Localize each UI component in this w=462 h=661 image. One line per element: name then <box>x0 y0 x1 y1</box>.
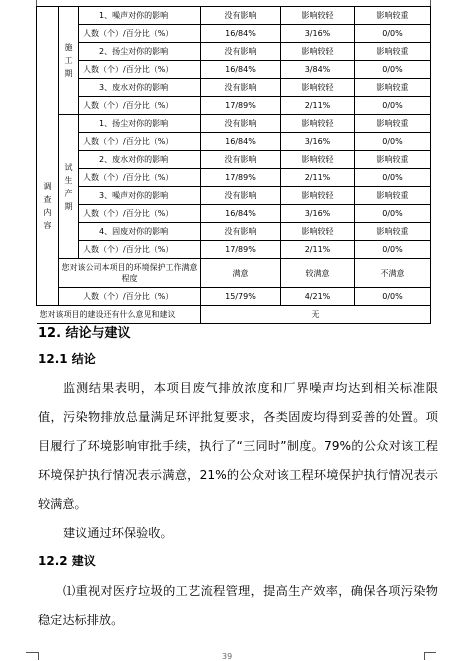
table-row <box>37 133 431 151</box>
question-cell: 2、废水对你的影响 <box>79 151 201 169</box>
question-cell: 人数（个）/百分比（%） <box>79 205 201 223</box>
answer-cell: 影响较轻 <box>281 151 355 169</box>
question-cell: 人数（个）/百分比（%） <box>79 25 201 43</box>
table-row <box>37 288 431 306</box>
answer-cell: 影响较重 <box>355 115 431 133</box>
answer-cell: 影响较重 <box>355 187 431 205</box>
subsection-heading-suggestions: 12.2 建议 <box>38 554 96 568</box>
answer-cell: 17/89% <box>201 169 281 187</box>
answer-cell: 没有影响 <box>201 151 281 169</box>
question-cell: 人数（个）/百分比（%） <box>79 97 201 115</box>
page-number: 39 <box>222 652 233 661</box>
answer-cell: 影响较轻 <box>281 79 355 97</box>
table-row <box>37 25 431 43</box>
suggestion-paragraph: ⑴重视对医疗垃圾的工艺流程管理，提高生产效率，确保各项污染物稳定达标排放。 <box>38 584 438 627</box>
answer-cell: 17/89% <box>201 241 281 259</box>
answer-cell: 2/11% <box>281 241 355 259</box>
answer-cell: 3/16% <box>281 25 355 43</box>
answer-cell: 没有影响 <box>201 79 281 97</box>
answer-cell: 16/84% <box>201 205 281 223</box>
question-cell: 3、噪声对你的影响 <box>79 187 201 205</box>
table-row <box>37 187 431 205</box>
satisfaction-count-label: 人数（个）/百分比（%） <box>59 288 201 306</box>
survey-content-label: 调 查 内 容 <box>37 7 59 306</box>
subsection-heading-conclusion: 12.1 结论 <box>38 352 96 366</box>
question-cell: 2、扬尘对你的影响 <box>79 43 201 61</box>
table-row <box>37 151 431 169</box>
answer-cell: 没有影响 <box>201 43 281 61</box>
recommendation-paragraph: 建议通过环保验收。 <box>63 526 173 540</box>
crop-mark-bottom-left-v <box>38 652 39 660</box>
question-cell: 1、噪声对你的影响 <box>79 7 201 25</box>
answer-cell: 影响较重 <box>355 7 431 25</box>
crop-mark-bottom-right-h <box>424 652 436 653</box>
table-row <box>37 169 431 187</box>
trial-production-label: 试 生 产 期 <box>59 115 79 259</box>
question-cell: 4、固废对你的影响 <box>79 223 201 241</box>
table-row <box>37 223 431 241</box>
opinion-answer: 无 <box>201 306 431 324</box>
answer-cell: 16/84% <box>201 133 281 151</box>
answer-cell: 0/0% <box>355 205 431 223</box>
answer-cell: 0/0% <box>355 241 431 259</box>
answer-cell: 没有影响 <box>201 115 281 133</box>
table-row <box>37 79 431 97</box>
satisfaction-option: 不满意 <box>355 259 431 288</box>
answer-cell: 没有影响 <box>201 7 281 25</box>
question-cell: 人数（个）/百分比（%） <box>79 169 201 187</box>
table-row <box>37 115 431 133</box>
satisfaction-option: 较满意 <box>281 259 355 288</box>
table-row <box>37 241 431 259</box>
table-row <box>37 259 431 288</box>
answer-cell: 16/84% <box>201 25 281 43</box>
opinion-question: 您对该项目的建设还有什么意见和建议 <box>37 306 201 324</box>
answer-cell: 影响较轻 <box>281 43 355 61</box>
answer-cell: 16/84% <box>201 61 281 79</box>
answer-cell: 影响较重 <box>355 79 431 97</box>
question-cell: 1、扬尘对你的影响 <box>79 115 201 133</box>
answer-cell: 影响较重 <box>355 151 431 169</box>
answer-cell: 0/0% <box>355 25 431 43</box>
answer-cell: 0/0% <box>355 97 431 115</box>
satisfaction-count: 0/0% <box>355 288 431 306</box>
satisfaction-count: 15/79% <box>201 288 281 306</box>
answer-cell: 没有影响 <box>201 223 281 241</box>
answer-cell: 3/16% <box>281 205 355 223</box>
answer-cell: 影响较重 <box>355 43 431 61</box>
answer-cell: 影响较轻 <box>281 115 355 133</box>
answer-cell: 影响较重 <box>355 223 431 241</box>
answer-cell: 影响较轻 <box>281 7 355 25</box>
table-row <box>37 7 431 25</box>
answer-cell: 影响较轻 <box>281 223 355 241</box>
answer-cell: 影响较轻 <box>281 187 355 205</box>
question-cell: 人数（个）/百分比（%） <box>79 133 201 151</box>
table-row <box>37 97 431 115</box>
satisfaction-option: 满意 <box>201 259 281 288</box>
satisfaction-count: 4/21% <box>281 288 355 306</box>
answer-cell: 2/11% <box>281 169 355 187</box>
question-cell: 人数（个）/百分比（%） <box>79 61 201 79</box>
question-cell: 3、废水对你的影响 <box>79 79 201 97</box>
answer-cell: 3/16% <box>281 133 355 151</box>
satisfaction-question: 您对该公司本项目的环境保护工作满意程度 <box>59 259 201 288</box>
table-row <box>37 61 431 79</box>
answer-cell: 0/0% <box>355 169 431 187</box>
construction-period-label: 施 工 期 <box>59 7 79 115</box>
answer-cell: 没有影响 <box>201 187 281 205</box>
crop-mark-bottom-right-v <box>424 652 425 660</box>
question-cell: 人数（个）/百分比（%） <box>79 241 201 259</box>
answer-cell: 3/84% <box>281 61 355 79</box>
table-row <box>37 43 431 61</box>
survey-table-body <box>37 7 431 324</box>
answer-cell: 0/0% <box>355 133 431 151</box>
answer-cell: 17/89% <box>201 97 281 115</box>
survey-table <box>36 6 431 324</box>
conclusion-paragraph: 监测结果表明，本项目废气排放浓度和厂界噪声均达到相关标准限值，污染物排放总量满足环评批复要求，各类固废均得到妥善的处置。项目履行了环境影响审批手续，执行了“三同时”制度。79%的公众对该工程环境保护执行情况表示满意，21%的公众对该工程环境保护执行情况表示较满意。 <box>38 381 438 511</box>
crop-mark-bottom-left-h <box>26 652 38 653</box>
answer-cell: 0/0% <box>355 61 431 79</box>
table-row <box>37 306 431 324</box>
table-row <box>37 205 431 223</box>
section-heading: 12. 结论与建议 <box>38 326 131 341</box>
answer-cell: 2/11% <box>281 97 355 115</box>
